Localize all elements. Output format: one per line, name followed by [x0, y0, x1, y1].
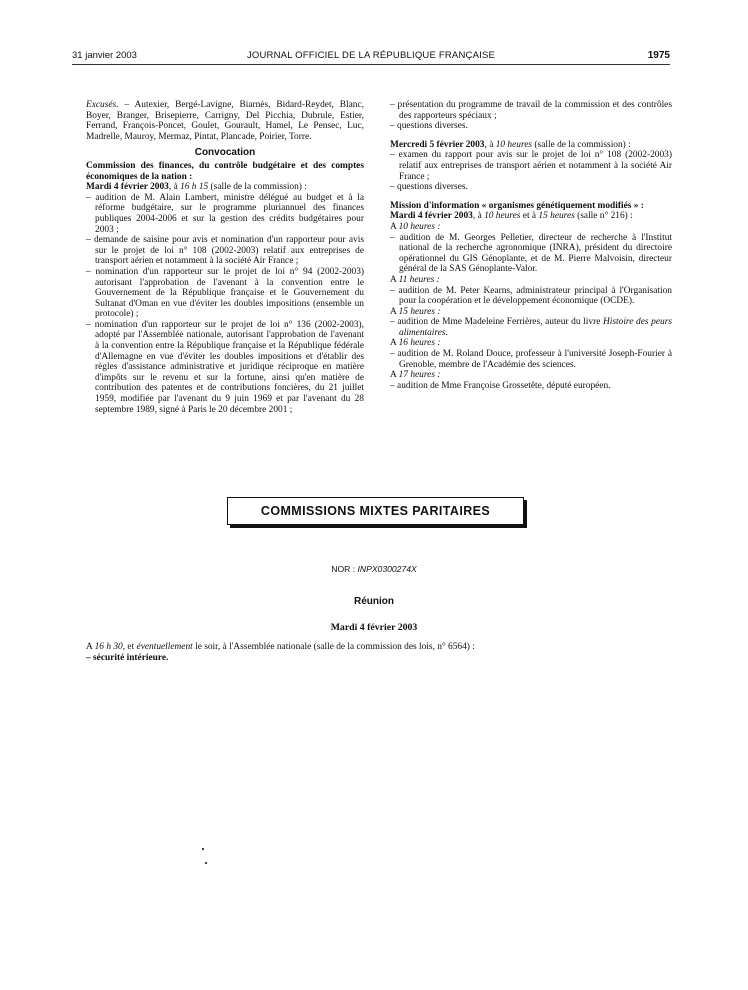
mission-heading: Mission d'information « organismes génétiquement modifiés » : — [390, 200, 644, 211]
session-date: Mardi 4 février 2003 — [330, 622, 418, 633]
scan-speck — [202, 848, 204, 850]
session-date: Mercredi 5 février 2003, à 10 heures (salle de la commission) : — [390, 139, 631, 150]
meeting-location-line: A 16 h 30, et éventuellement le soir, à l'Assemblée nationale (salle de la commission des lois, n° 6564) : — [86, 642, 475, 652]
section-title: COMMISSIONS MIXTES PARITAIRES — [260, 504, 491, 518]
excuses-label: Excusés. — [86, 100, 119, 110]
commission-heading: Commission des finances, du contrôle budgétaire et des comptes économiques de la nation : — [86, 160, 364, 182]
agenda-item: – audition de M. Alain Lambert, ministre délégué au budget et à la réforme budgétaire, sur le programme pluriannuel des finances publiques 2004-2006 et sur la gestion des crédits budgétaires pour 2003 ; — [86, 192, 364, 235]
page-header — [72, 50, 670, 65]
session-date: Mardi 4 février 2003, à 16 h 15 (salle de la commission) : — [86, 182, 307, 193]
agenda-item: – nomination d'un rapporteur sur le projet de loi n° 136 (2002-2003), adopté par l'Assemblée nationale, autorisant l'approbation de l'avenant à la convention entre la République française et la République fédérale d'Allemagne en vue d'éviter les doubles impositions et d'établir des règles d'assistance administrative et juridique réciproque en matière d'impôts sur le revenu et sur la fortune, ainsi qu'en matière de contribution des patentes et de contributions foncières, du 21 juillet 1959, modifiée par l'avenant du 9 juin 1969 et par l'avenant du 28 septembre 1989, signé à Paris le 20 décembre 2001 ; — [86, 319, 364, 415]
agenda-item: – examen du rapport pour avis sur le projet de loi n° 108 (2002-2003) relatif aux entreprises de transport aérien et notamment à la société Air France ; — [390, 150, 672, 182]
agenda-item: – sécurité intérieure. — [86, 653, 169, 663]
agenda-item: – audition de Mme Françoise Grossetête, député européen. — [390, 380, 611, 391]
reunion-heading: Réunion — [354, 596, 394, 607]
agenda-item: – audition de Mme Madeleine Ferrières, auteur du livre Histoire des peurs alimentaires. — [390, 317, 672, 338]
nor-reference: NOR : INPX0300274X — [331, 564, 417, 574]
agenda-item: – nomination d'un rapporteur sur le projet de loi n° 94 (2002-2003) autorisant l'approbation de l'avenant à la convention entre le Gouvernement de la République française et le Gouvernement du Sultanat d'Oman en vue d'éviter les doubles impositions (ensemble un protocole) ; — [86, 266, 364, 320]
time-slot-label: A 16 heures : — [390, 338, 441, 349]
nor-code: INPX0300274X — [357, 564, 417, 574]
time-slot-label: A 15 heures : — [390, 306, 441, 317]
agenda-item: – audition de M. Georges Pelletier, directeur de recherche à l'Institut national de la recherche agronomique (INRA), président du directoire opérationnel du GIS Génoplante, et de M. Pierre Malvoisin, directeur général de la SAS Génoplante-Valor. — [390, 232, 672, 275]
time-slot-label: A 10 heures : — [390, 221, 441, 232]
section-title-box — [227, 497, 524, 525]
header-page-number: 1975 — [647, 50, 670, 61]
right-column — [390, 100, 672, 391]
agenda-item: – questions diverses. — [390, 182, 468, 193]
excuses-paragraph — [86, 100, 364, 142]
time-slot-label: A 17 heures : — [390, 370, 441, 381]
agenda-item: – questions diverses. — [390, 121, 468, 132]
left-column — [86, 100, 364, 415]
header-journal-title: JOURNAL OFFICIEL DE LA RÉPUBLIQUE FRANÇAISE — [246, 50, 496, 61]
agenda-item: – audition de M. Peter Kearns, administrateur principal à l'Organisation pour la coopération et le développement économique (OCDE). — [390, 285, 672, 307]
meeting-details — [86, 642, 676, 664]
session-date: Mardi 4 février 2003, à 10 heures et à 15 heures (salle n° 216) : — [390, 211, 633, 222]
excuses-text: – Autexier, Bergé-Lavigne, Biarnès, Bidard-Reydet, Blanc, Boyer, Branger, Brisepierre, Carrigny, Del Picchia, Dubrule, Estier, Ferrand, François-Poncet, Goulet, Gourault, Hamel, Le Pensec, Luc, Madrelle, Mauroy, Mermaz, Pintat, Plancade, Poirier, Torre. — [86, 100, 364, 142]
agenda-item: – audition de M. Roland Douce, professeur à l'université Joseph-Fourier à Grenoble, membre de l'Académie des sciences. — [390, 349, 672, 370]
convocation-heading: Convocation — [194, 147, 256, 159]
agenda-item: – présentation du programme de travail de la commission et des contrôles des rapporteurs spéciaux ; — [390, 100, 672, 121]
scan-speck — [205, 862, 207, 864]
time-slot-label: A 11 heures : — [390, 274, 440, 285]
agenda-item: – demande de saisine pour avis et nomination d'un rapporteur pour avis sur le projet de loi n° 108 (2002-2003) relatif aux entreprises de transport aérien et notamment à la société Air France ; — [86, 235, 364, 267]
header-date: 31 janvier 2003 — [72, 50, 137, 61]
